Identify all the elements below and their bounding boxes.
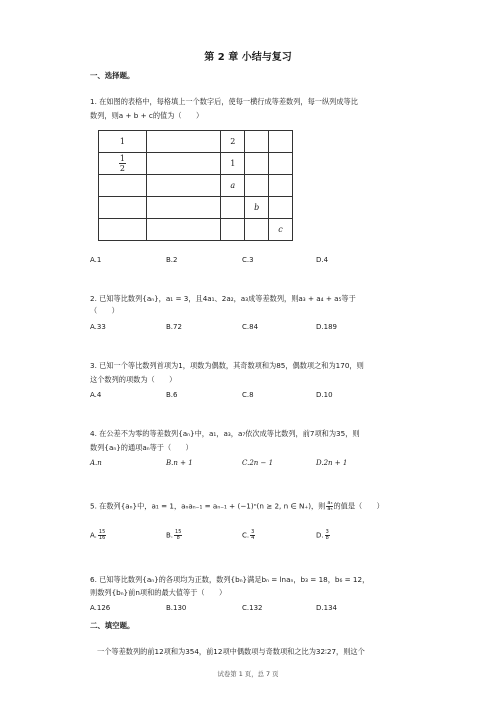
q4-option-c: C.2n − 1 (242, 459, 274, 467)
frac-denominator: a₅ (327, 506, 333, 512)
q5-option-b (166, 530, 182, 541)
grid-cell: 2 (221, 131, 245, 153)
q4-stem-line1: 4. 在公差不为零的等差数列{aₙ}中，a₁，a₃，a₇依次成等比数列，前7项和为35，则 (90, 429, 360, 438)
q2-stem-line2: （ ） (90, 306, 119, 315)
q3-option-c: C.8 (242, 391, 254, 399)
grid-cell (146, 131, 221, 153)
grid-cell (99, 153, 147, 175)
q1-option-c: C.3 (242, 256, 254, 264)
q1-option-a: A.1 (90, 256, 102, 264)
q1-stem-line2: 数列，则a + b + c的值为（ ） (90, 111, 204, 120)
grid-cell (245, 153, 269, 175)
option-label: D. (316, 531, 324, 540)
page-footer: 试卷第 1 页，总 7 页 (217, 670, 279, 678)
q4-stem-line2: 数列{aₙ}的通项aₙ等于（ ） (90, 443, 193, 452)
q4-option-d: D.2n + 1 (316, 459, 348, 467)
q6-stem-line1: 6. 已知等比数列{aₙ}的各项均为正数，数列{bₙ}满足bₙ = lnaₙ，b₃ = 18，b₆ = 12， (90, 575, 370, 584)
grid-cell (99, 197, 147, 219)
frac-numerator: 3 (251, 529, 255, 535)
grid-cell (146, 219, 221, 241)
q2-option-a: A.33 (90, 323, 106, 331)
option-label: B. (166, 531, 174, 540)
q5-stem-tail: 的值是（ ） (333, 501, 384, 511)
grid-cell (245, 219, 269, 241)
grid-cell (245, 175, 269, 197)
fraction-one-half (119, 154, 126, 173)
q1-option-d: D.4 (316, 256, 329, 264)
q1-stem-line1: 1. 在如图的表格中，每格填上一个数字后，使每一横行成等差数列，每一纵列成等比 (90, 97, 358, 106)
q3-stem-line2: 这个数列的项数为（ ） (90, 375, 177, 384)
frac-denominator: 2 (119, 164, 125, 173)
frac-denominator: 4 (251, 535, 255, 541)
grid-cell-b: b (245, 197, 269, 219)
section-heading-choice: 一、选择题。 (90, 71, 135, 80)
q2-option-c: C.84 (242, 323, 259, 331)
q5-stem-text: 5. 在数列{aₙ}中，a₁ = 1，aₙaₙ₋₁ = aₙ₋₁ + (−1)ⁿ(n ≥ 2, n ∈ N₊)，则 (90, 501, 326, 511)
q2-option-d: D.189 (316, 323, 337, 331)
grid-cell (221, 197, 245, 219)
q6-option-d: D.134 (316, 604, 337, 612)
q6-option-c: C.132 (242, 604, 263, 612)
grid-cell (99, 219, 147, 241)
q7-stem-line1: 一个等差数列的前12项和为354，前12项中偶数项与奇数项和之比为32∶27，则这个 (97, 647, 365, 656)
q2-stem-line1: 2. 已知等比数列{aₙ}，a₁ = 3，且4a₁、2a₂，a₃成等差数列，则a₃ + a₄ + a₅等于 (90, 294, 356, 303)
option-fraction (174, 530, 182, 541)
grid-cell-c: c (269, 219, 293, 241)
q2-option-b: B.72 (166, 323, 182, 331)
page-title: 第 2 章 小结与复习 (204, 52, 292, 63)
frac-numerator: 15 (98, 529, 106, 535)
grid-cell (146, 175, 221, 197)
q3-stem-line1: 3. 已知一个等比数列首项为1，项数为偶数，其奇数项和为85，偶数项之和为170，则 (90, 361, 364, 370)
grid-cell (146, 197, 221, 219)
frac-numerator: 1 (119, 154, 125, 163)
q4-option-b: B.n + 1 (166, 459, 193, 467)
frac-denominator: 16 (98, 535, 106, 541)
q6-stem-line2: 则数列{bₙ}前n项和的最大值等于（ ） (90, 588, 227, 597)
option-fraction (98, 530, 106, 541)
q6-option-a: A.126 (90, 604, 111, 612)
option-fraction (325, 530, 330, 541)
grid-cell-a: a (221, 175, 245, 197)
grid-cell (269, 175, 293, 197)
grid-cell (269, 131, 293, 153)
q5-stem (90, 501, 384, 512)
option-label: C. (242, 531, 250, 540)
q5-option-a (90, 530, 106, 541)
q3-option-d: D.10 (316, 391, 333, 399)
frac-numerator: 3 (325, 529, 329, 535)
frac-numerator: 15 (175, 529, 182, 535)
grid-cell (99, 175, 147, 197)
section-heading-fill-in: 二、填空题。 (90, 621, 135, 630)
grid-cell (146, 153, 221, 175)
q5-option-c (242, 530, 255, 541)
frac-denominator: 8 (176, 535, 180, 541)
grid-cell: 1 (221, 153, 245, 175)
option-label: A. (90, 531, 97, 540)
frac-numerator: a₃ (327, 500, 333, 506)
grid-cell (269, 153, 293, 175)
q1-number-grid (98, 130, 293, 241)
option-fraction (250, 530, 255, 541)
grid-cell (269, 197, 293, 219)
q1-option-b: B.2 (166, 256, 178, 264)
frac-denominator: 8 (325, 535, 329, 541)
grid-cell (245, 131, 269, 153)
q3-option-a: A.4 (90, 391, 102, 399)
q5-option-d (316, 530, 330, 541)
q4-option-a: A.n (90, 459, 102, 467)
grid-cell (221, 219, 245, 241)
grid-cell: 1 (99, 131, 147, 153)
q6-option-b: B.130 (166, 604, 187, 612)
q3-option-b: B.6 (166, 391, 178, 399)
